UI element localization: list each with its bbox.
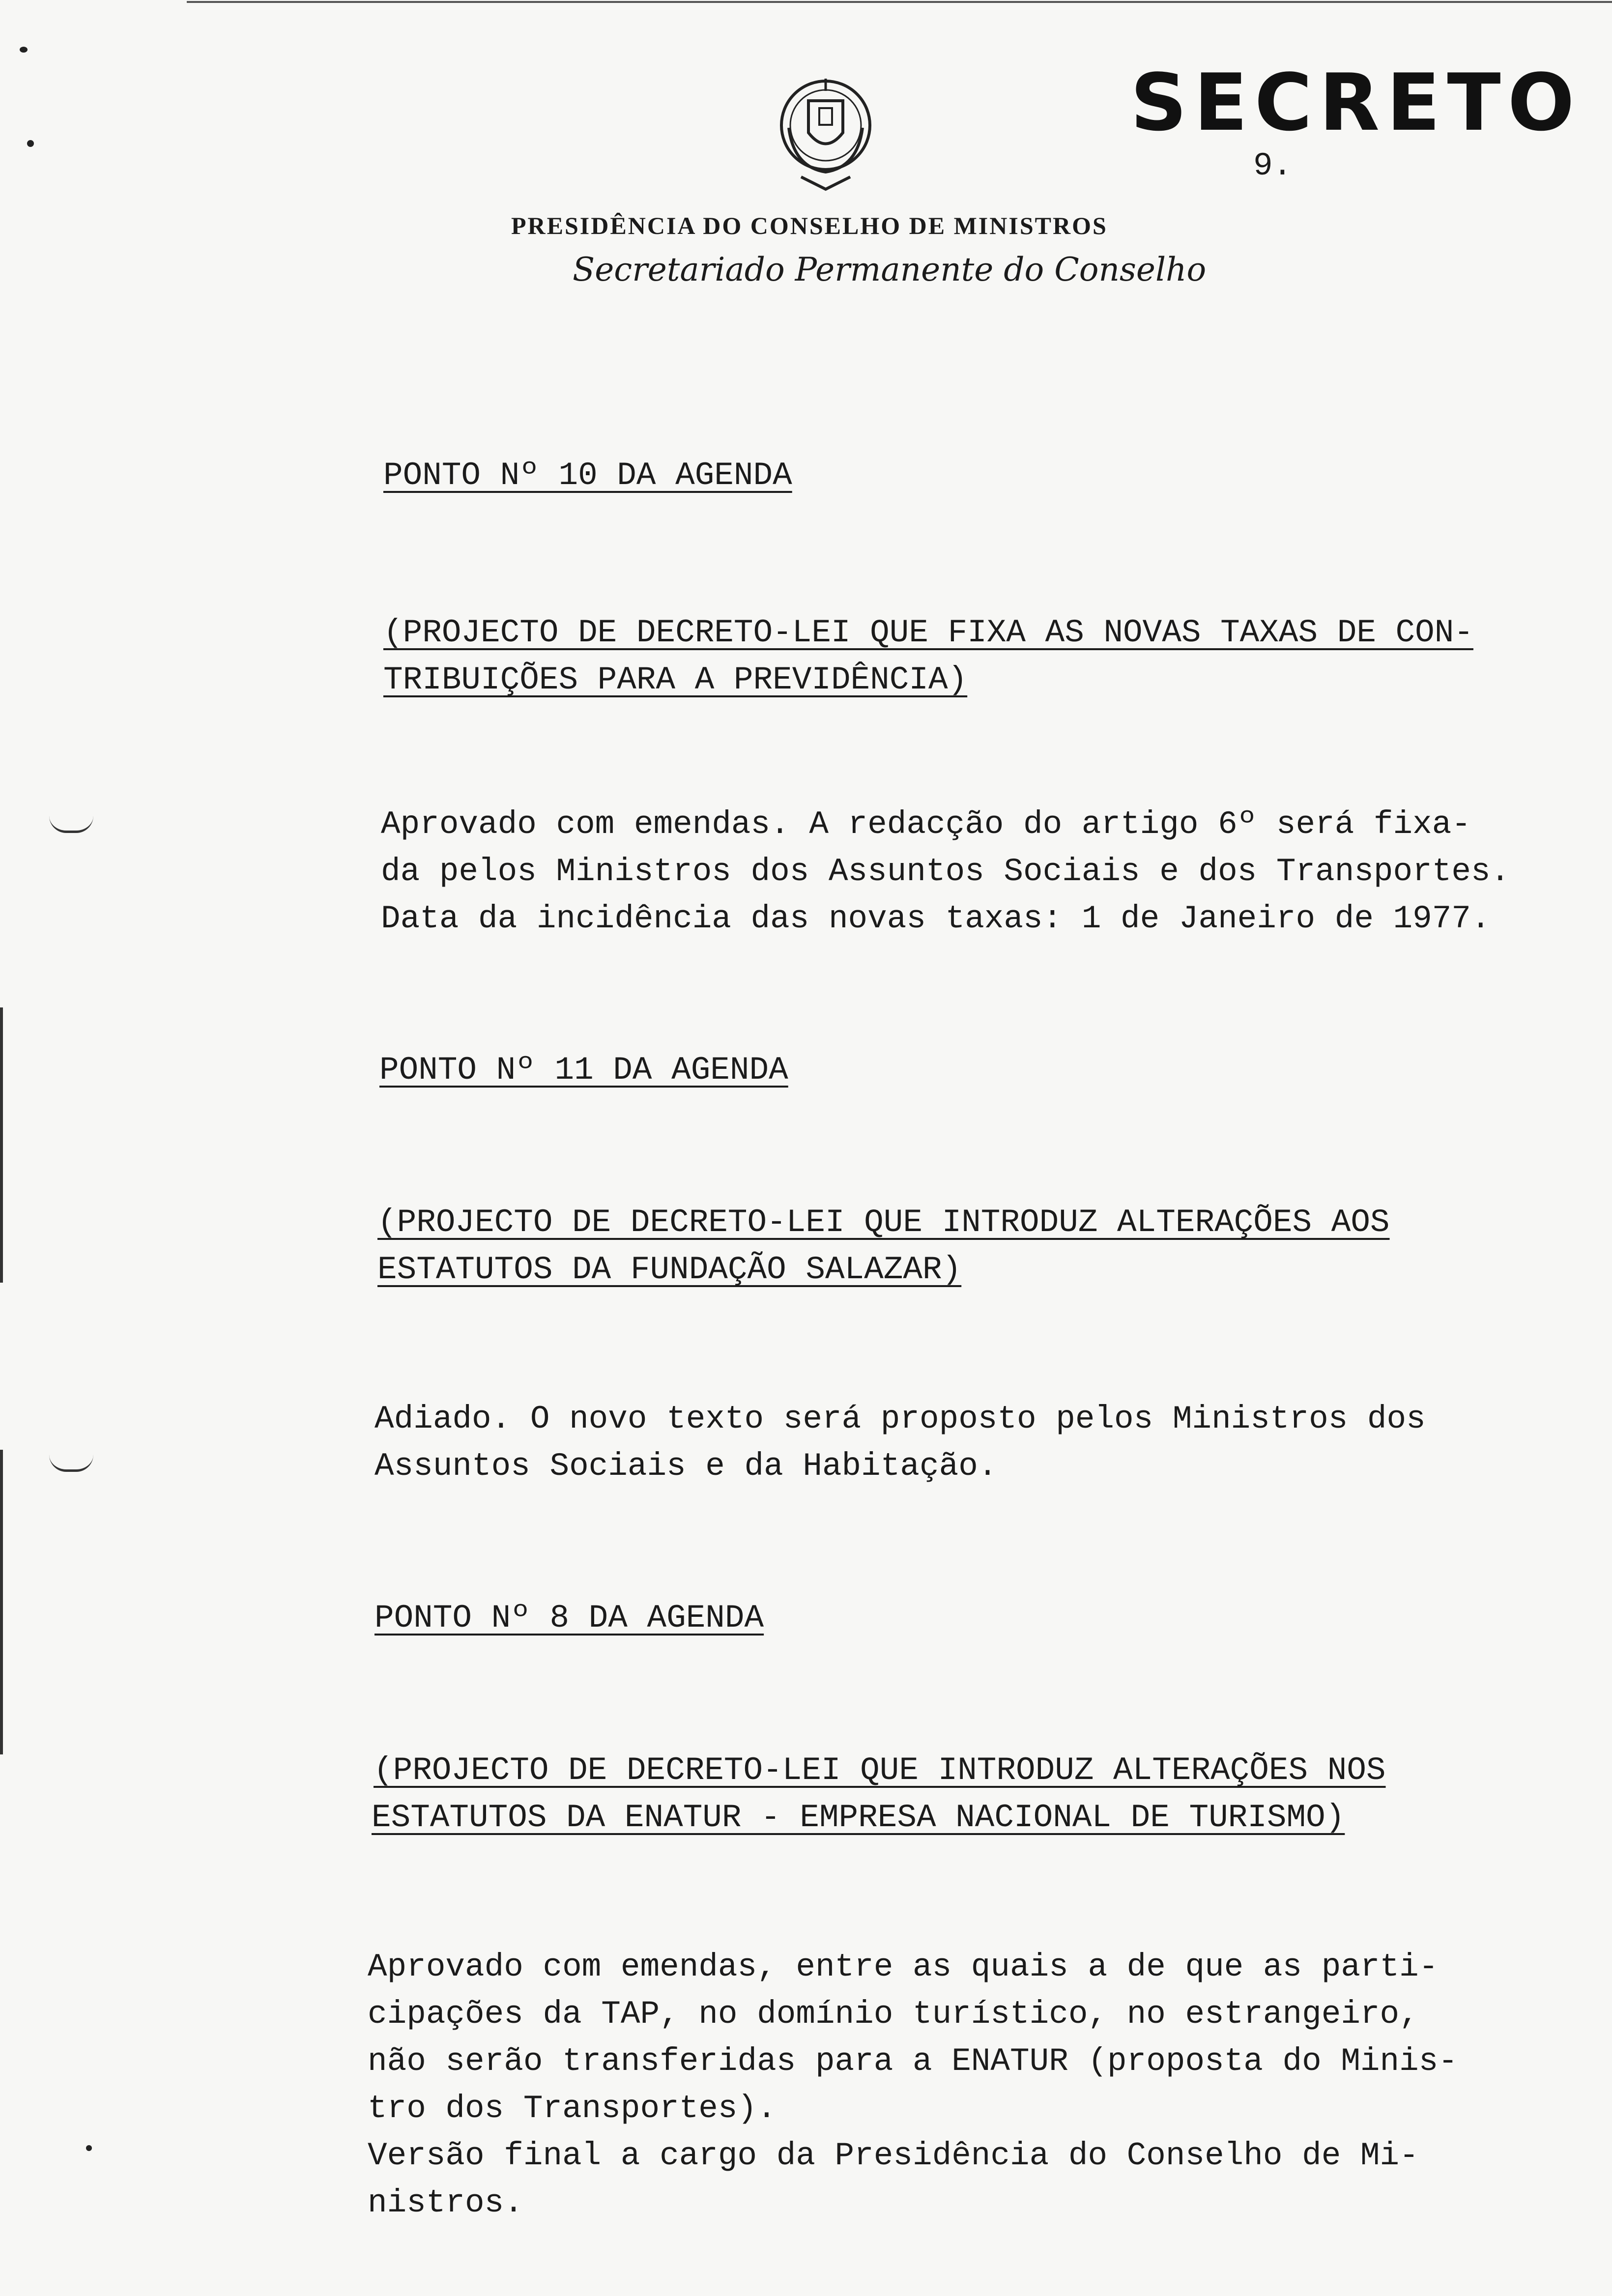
item-body: tro dos Transportes). — [368, 2090, 777, 2127]
item-body: Data da incidência das novas taxas: 1 de Janeiro de 1977. — [381, 900, 1491, 937]
item-heading: PONTO Nº 8 DA AGENDA — [374, 1600, 764, 1636]
item-body: Aprovado com emendas, entre as quais a de que as parti- — [368, 1949, 1439, 1985]
left-binding-mark — [0, 1450, 3, 1754]
item-body: nistros. — [368, 2184, 523, 2221]
item-title: (PROJECTO DE DECRETO-LEI QUE INTRODUZ ALTERAÇÕES AOS — [377, 1204, 1390, 1241]
classification-stamp: SECRETO — [1130, 57, 1582, 148]
scan-speck — [27, 140, 34, 147]
item-heading: PONTO Nº 11 DA AGENDA — [379, 1052, 788, 1089]
page-number: 9. — [1253, 147, 1293, 184]
item-body: Assuntos Sociais e da Habitação. — [374, 1448, 998, 1485]
scan-speck — [86, 2145, 92, 2151]
scan-speck — [20, 47, 28, 53]
item-heading: PONTO Nº 10 DA AGENDA — [383, 457, 792, 494]
item-body: não serão transferidas para a ENATUR (proposta do Minis- — [368, 2043, 1458, 2080]
punch-hole-mark — [49, 816, 93, 833]
coat-of-arms-emblem — [774, 74, 877, 197]
punch-hole-mark — [49, 1455, 93, 1472]
item-title: (PROJECTO DE DECRETO-LEI QUE INTRODUZ ALTERAÇÕES NOS — [374, 1752, 1386, 1789]
item-body: cipações da TAP, no domínio turístico, no estrangeiro, — [368, 1996, 1419, 2033]
item-body: Versão final a cargo da Presidência do Conselho de Mi- — [368, 2137, 1419, 2174]
item-title: ESTATUTOS DA ENATUR - EMPRESA NACIONAL DE TURISMO) — [372, 1799, 1345, 1836]
office-name: Secretariado Permanente do Conselho — [573, 251, 1207, 288]
item-title: TRIBUIÇÕES PARA A PREVIDÊNCIA) — [383, 661, 968, 698]
item-body: Aprovado com emendas. A redacção do artigo 6º será fixa- — [381, 806, 1471, 843]
item-body: da pelos Ministros dos Assuntos Sociais e dos Transportes. — [381, 853, 1510, 890]
item-title: (PROJECTO DE DECRETO-LEI QUE FIXA AS NOVAS TAXAS DE CON- — [383, 614, 1473, 651]
institution-name: PRESIDÊNCIA DO CONSELHO DE MINISTROS — [511, 212, 1108, 239]
item-title: ESTATUTOS DA FUNDAÇÃO SALAZAR) — [377, 1251, 962, 1288]
item-body: Adiado. O novo texto será proposto pelos Ministros dos — [374, 1401, 1426, 1437]
left-binding-mark — [0, 1007, 3, 1283]
top-edge-line — [187, 1, 1612, 3]
